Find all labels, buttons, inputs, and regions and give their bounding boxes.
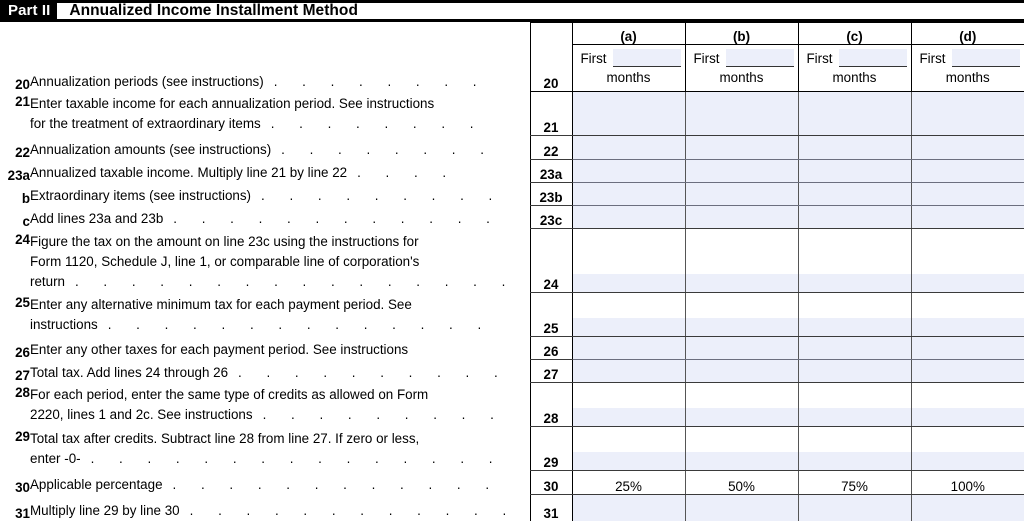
row-text-24-line2: Form 1120, Schedule J, line 1, or comparable line of corporation's — [30, 252, 530, 272]
months-input-c[interactable] — [839, 49, 907, 67]
table-row — [0, 160, 1024, 183]
entry-21-c[interactable] — [798, 92, 911, 136]
dot-leader: . . . . . . . . . . . . — [163, 211, 500, 226]
months-input-b[interactable] — [726, 49, 794, 67]
row-number-24: 24 — [0, 229, 30, 293]
row-text-22: Annualization amounts (see instructions) — [30, 142, 271, 157]
entry-28-a[interactable] — [572, 383, 685, 427]
row-description-22 — [30, 136, 530, 160]
row-number-25: 25 — [0, 293, 30, 337]
entry-21-b[interactable] — [685, 92, 798, 136]
row-description-30 — [30, 471, 530, 495]
entry-24-b[interactable] — [685, 229, 798, 293]
row-text-25-line2: instructions — [30, 317, 98, 332]
dot-leader: . . . . — [347, 165, 457, 180]
entry-24-a[interactable] — [572, 229, 685, 293]
row-number-26: 26 — [0, 337, 30, 360]
row-description-23a — [30, 160, 530, 183]
column-header-c: (c) — [798, 23, 911, 45]
row-text-23b: Extraordinary items (see instructions) — [30, 188, 251, 203]
part-ii-title-bar — [0, 0, 1024, 22]
entry-24-c[interactable] — [798, 229, 911, 293]
row-text-21-line1: Enter taxable income for each annualization period. See instructions — [30, 94, 530, 114]
entry-27-a[interactable] — [572, 360, 685, 383]
row-description-25 — [30, 293, 530, 337]
entry-23a-c[interactable] — [798, 160, 911, 183]
row-number-21: 21 — [0, 92, 30, 136]
entry-27-d[interactable] — [911, 360, 1024, 383]
row-number-20: 20 — [0, 45, 30, 92]
entry-29-c[interactable] — [798, 427, 911, 471]
row-text-28-line1: For each period, enter the same type of credits as allowed on Form — [30, 385, 530, 405]
months-input-d[interactable] — [952, 49, 1020, 67]
entry-25-b[interactable] — [685, 293, 798, 337]
entry-21-d[interactable] — [911, 92, 1024, 136]
entry-29-d[interactable] — [911, 427, 1024, 471]
row-description-20 — [30, 45, 530, 92]
table-row — [0, 427, 1024, 471]
column-header-a: (a) — [572, 23, 685, 45]
entry-25-d[interactable] — [911, 293, 1024, 337]
months-input-a[interactable] — [613, 49, 681, 67]
entry-23b-a[interactable] — [572, 183, 685, 206]
line-number-26: 26 — [530, 337, 572, 360]
row-text-26: Enter any other taxes for each payment period. See instructions — [30, 342, 408, 357]
table-row — [0, 360, 1024, 383]
line-number-28: 28 — [530, 383, 572, 427]
line-number-27: 27 — [530, 360, 572, 383]
row-description-27 — [30, 360, 530, 383]
entry-23b-d[interactable] — [911, 183, 1024, 206]
table-row — [0, 495, 1024, 521]
period-cell-c[interactable] — [798, 45, 911, 92]
period-cell-b[interactable] — [685, 45, 798, 92]
row-number-23b: b — [0, 183, 30, 206]
line-number-29: 29 — [530, 427, 572, 471]
row-description-31 — [30, 495, 530, 521]
entry-23c-c[interactable] — [798, 206, 911, 229]
dot-leader: . . . . . . . . . . . . . . — [98, 317, 492, 332]
entry-29-a[interactable] — [572, 427, 685, 471]
row-number-31: 31 — [0, 495, 30, 521]
months-label-a: months — [573, 67, 685, 85]
entry-25-a[interactable] — [572, 293, 685, 337]
entry-23c-d[interactable] — [911, 206, 1024, 229]
percentage-value-a: 25% — [572, 471, 685, 495]
row-number-30: 30 — [0, 471, 30, 495]
entry-22-a[interactable] — [572, 136, 685, 160]
line-number-23b: 23b — [530, 183, 572, 206]
column-header-d: (d) — [911, 23, 1024, 45]
entry-31-a[interactable] — [572, 495, 685, 521]
first-label-d: First — [920, 51, 952, 67]
row-text-23a: Annualized taxable income. Multiply line 21 by line 22 — [30, 165, 347, 180]
entry-29-b[interactable] — [685, 427, 798, 471]
entry-31-d[interactable] — [911, 495, 1024, 521]
row-text-20: Annualization periods (see instructions) — [30, 74, 264, 89]
row-number-29: 29 — [0, 427, 30, 471]
percentage-value-c: 75% — [798, 471, 911, 495]
dot-leader: . . . . . . . . . . . . — [163, 477, 500, 492]
entry-23b-b[interactable] — [685, 183, 798, 206]
table-row — [0, 92, 1024, 136]
dot-leader: . . . . . . . . . . . . . . . . — [65, 274, 516, 289]
first-label-b: First — [694, 51, 726, 67]
entry-24-d[interactable] — [911, 229, 1024, 293]
line-number-23a: 23a — [530, 160, 572, 183]
row-text-25-line1: Enter any alternative minimum tax for each payment period. See — [30, 295, 530, 315]
annualized-income-table — [0, 22, 1024, 521]
percentage-value-d: 100% — [911, 471, 1024, 495]
dot-leader: . . . . . . . . — [264, 74, 487, 89]
first-label-a: First — [581, 51, 613, 67]
part-number-badge: Part II — [0, 3, 57, 19]
row-text-30: Applicable percentage — [30, 477, 163, 492]
months-label-c: months — [799, 67, 911, 85]
row-text-31: Multiply line 29 by line 30 — [30, 503, 180, 518]
row-number-22: 22 — [0, 136, 30, 160]
row-description-23c — [30, 206, 530, 229]
line-number-31: 31 — [530, 495, 572, 521]
entry-27-b[interactable] — [685, 360, 798, 383]
row-text-29-line1: Total tax after credits. Subtract line 28 from line 27. If zero or less, — [30, 429, 530, 449]
row-description-29 — [30, 427, 530, 471]
entry-23a-a[interactable] — [572, 160, 685, 183]
line-number-20: 20 — [530, 45, 572, 92]
entry-23a-b[interactable] — [685, 160, 798, 183]
row-number-23a: 23a — [0, 160, 30, 183]
table-row — [0, 471, 1024, 495]
row-description-21 — [30, 92, 530, 136]
dot-leader: . . . . . . . . . — [251, 188, 503, 203]
row-number-23c: c — [0, 206, 30, 229]
line-number-24: 24 — [530, 229, 572, 293]
dot-leader: . . . . . . . . . . . . — [180, 503, 517, 518]
line-number-25: 25 — [530, 293, 572, 337]
entry-25-c[interactable] — [798, 293, 911, 337]
row-text-23c: Add lines 23a and 23b — [30, 211, 163, 226]
entry-26-b[interactable] — [685, 337, 798, 360]
line-number-21: 21 — [530, 92, 572, 136]
row-number-27: 27 — [0, 360, 30, 383]
row-description-26 — [30, 337, 530, 360]
row-description-28 — [30, 383, 530, 427]
dot-leader: . . . . . . . . — [261, 116, 484, 131]
entry-23b-c[interactable] — [798, 183, 911, 206]
months-label-d: months — [912, 67, 1024, 85]
entry-28-b[interactable] — [685, 383, 798, 427]
entry-31-c[interactable] — [798, 495, 911, 521]
row-description-24 — [30, 229, 530, 293]
dot-leader: . . . . . . . . . — [253, 407, 505, 422]
table-row — [0, 136, 1024, 160]
entry-27-c[interactable] — [798, 360, 911, 383]
table-row — [0, 383, 1024, 427]
entry-26-d[interactable] — [911, 337, 1024, 360]
period-cell-d[interactable] — [911, 45, 1024, 92]
table-row — [0, 293, 1024, 337]
entry-23c-b[interactable] — [685, 206, 798, 229]
entry-22-b[interactable] — [685, 136, 798, 160]
table-row — [0, 229, 1024, 293]
line-number-30: 30 — [530, 471, 572, 495]
line-number-23c: 23c — [530, 206, 572, 229]
entry-26-a[interactable] — [572, 337, 685, 360]
entry-31-b[interactable] — [685, 495, 798, 521]
entry-22-c[interactable] — [798, 136, 911, 160]
row-description-23b — [30, 183, 530, 206]
row-number-28: 28 — [0, 383, 30, 427]
column-letters-row — [0, 23, 1024, 45]
entry-26-c[interactable] — [798, 337, 911, 360]
row-text-24-line1: Figure the tax on the amount on line 23c using the instructions for — [30, 232, 530, 252]
line-number-22: 22 — [530, 136, 572, 160]
row-text-24-line3: return — [30, 274, 65, 289]
first-label-c: First — [807, 51, 839, 67]
row-text-29-line2: enter -0- — [30, 451, 81, 466]
row-text-21-line2: for the treatment of extraordinary items — [30, 116, 261, 131]
dot-leader: . . . . . . . . — [271, 142, 494, 157]
entry-22-d[interactable] — [911, 136, 1024, 160]
dot-leader: . . . . . . . . . . . . . . . — [81, 451, 503, 466]
column-header-b: (b) — [685, 23, 798, 45]
page-title: Annualized Income Installment Method — [57, 3, 358, 19]
entry-28-c[interactable] — [798, 383, 911, 427]
entry-23c-a[interactable] — [572, 206, 685, 229]
row-text-28-line2: 2220, lines 1 and 2c. See instructions — [30, 407, 253, 422]
entry-21-a[interactable] — [572, 92, 685, 136]
table-row — [0, 206, 1024, 229]
percentage-value-b: 50% — [685, 471, 798, 495]
table-row — [0, 45, 1024, 92]
table-row — [0, 183, 1024, 206]
dot-leader: . . . . . . . . . . — [228, 365, 508, 380]
table-row — [0, 337, 1024, 360]
period-cell-a[interactable] — [572, 45, 685, 92]
entry-23a-d[interactable] — [911, 160, 1024, 183]
row-text-27: Total tax. Add lines 24 through 26 — [30, 365, 228, 380]
months-label-b: months — [686, 67, 798, 85]
entry-28-d[interactable] — [911, 383, 1024, 427]
